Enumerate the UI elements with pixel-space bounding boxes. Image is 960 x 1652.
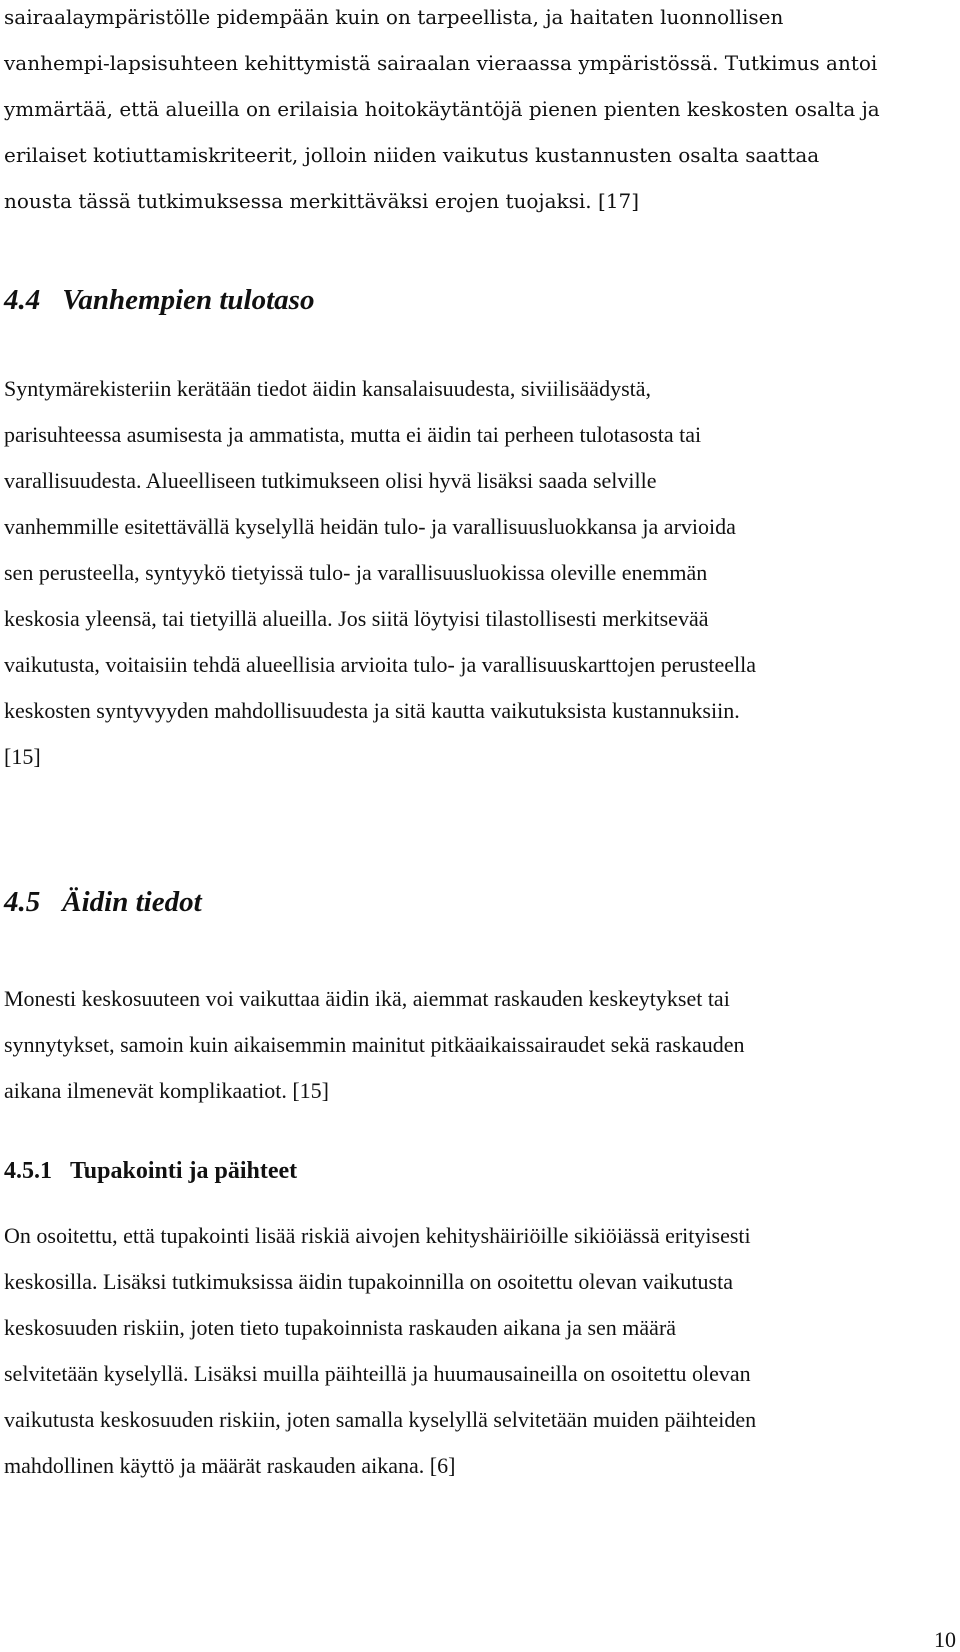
text-line: keskosten syntyvyyden mahdollisuudesta ja sitä kautta vaikutuksista kustannuksiin. — [4, 698, 740, 723]
section-number: 4.5.1 — [4, 1158, 52, 1184]
text-line: vanhemmille esitettävällä kyselyllä heidän tulo- ja varallisuusluokkansa ja arvioida — [4, 514, 736, 539]
section-title: Vanhempien tulotaso — [62, 284, 315, 316]
text-line: mahdollinen käyttö ja määrät raskauden aikana. [6] — [4, 1453, 456, 1478]
text-line: keskosia yleensä, tai tietyillä alueilla. Jos siitä löytyisi tilastollisesti merkitsevää — [4, 606, 709, 631]
section-heading-4-5-1 — [4, 1156, 297, 1186]
section-heading-4-5 — [4, 884, 202, 920]
page-number: 10 — [934, 1627, 956, 1652]
paragraph-mother-info — [4, 976, 745, 1114]
text-line: erilaiset kotiuttamiskriteerit, jolloin niiden vaikutus kustannusten osalta saattaa — [4, 143, 820, 167]
text-line: vanhempi-lapsisuhteen kehittymistä sairaalan vieraassa ympäristössä. Tutkimus antoi — [4, 51, 878, 75]
text-line: varallisuudesta. Alueelliseen tutkimukseen olisi hyvä lisäksi saada selville — [4, 468, 657, 493]
section-heading-4-4 — [4, 282, 314, 318]
section-title: Tupakointi ja päihteet — [70, 1158, 298, 1184]
text-line: keskosuuden riskiin, joten tieto tupakoinnista raskauden aikana ja sen määrä — [4, 1315, 677, 1340]
section-number: 4.4 — [4, 284, 41, 316]
section-number: 4.5 — [4, 886, 41, 918]
text-line: Syntymärekisteriin kerätään tiedot äidin kansalaisuudesta, siviilisäädystä, — [4, 376, 652, 401]
paragraph-smoking — [4, 1213, 756, 1489]
text-line: sen perusteella, syntyykö tietyissä tulo- ja varallisuusluokissa oleville enemmän — [4, 560, 708, 585]
text-line: synnytykset, samoin kuin aikaisemmin mainitut pitkäaikaissairaudet sekä raskauden — [4, 1032, 745, 1057]
text-line: parisuhteessa asumisesta ja ammatista, mutta ei äidin tai perheen tulotasosta tai — [4, 422, 702, 447]
text-line: nousta tässä tutkimuksessa merkittäväksi erojen tuojaksi. [17] — [4, 189, 640, 213]
text-line: vaikutusta, voitaisiin tehdä alueellisia arvioita tulo- ja varallisuuskarttojen perusteella — [4, 652, 757, 677]
text-line: [15] — [4, 744, 41, 769]
text-line: On osoitettu, että tupakointi lisää riskiä aivojen kehityshäiriöille sikiöiässä erityisesti — [4, 1223, 751, 1248]
paragraph-income — [4, 366, 756, 780]
text-line: keskosilla. Lisäksi tutkimuksissa äidin tupakoinnilla on osoitettu olevan vaikutusta — [4, 1269, 733, 1294]
section-title: Äidin tiedot — [62, 886, 202, 918]
paragraph-continuation — [4, 0, 880, 224]
text-line: sairaalaympäristölle pidempään kuin on tarpeellista, ja haitaten luonnollisen — [4, 5, 784, 29]
text-line: vaikutusta keskosuuden riskiin, joten samalla kyselyllä selvitetään muiden päihteiden — [4, 1407, 757, 1432]
text-line: aikana ilmenevät komplikaatiot. [15] — [4, 1078, 330, 1103]
text-line: Monesti keskosuuteen voi vaikuttaa äidin ikä, aiemmat raskauden keskeytykset tai — [4, 986, 730, 1011]
text-line: selvitetään kyselyllä. Lisäksi muilla päihteillä ja huumausaineilla on osoitettu olevan — [4, 1361, 751, 1386]
text-line: ymmärtää, että alueilla on erilaisia hoitokäytäntöjä pienen pienten keskosten osalta ja — [4, 97, 880, 121]
